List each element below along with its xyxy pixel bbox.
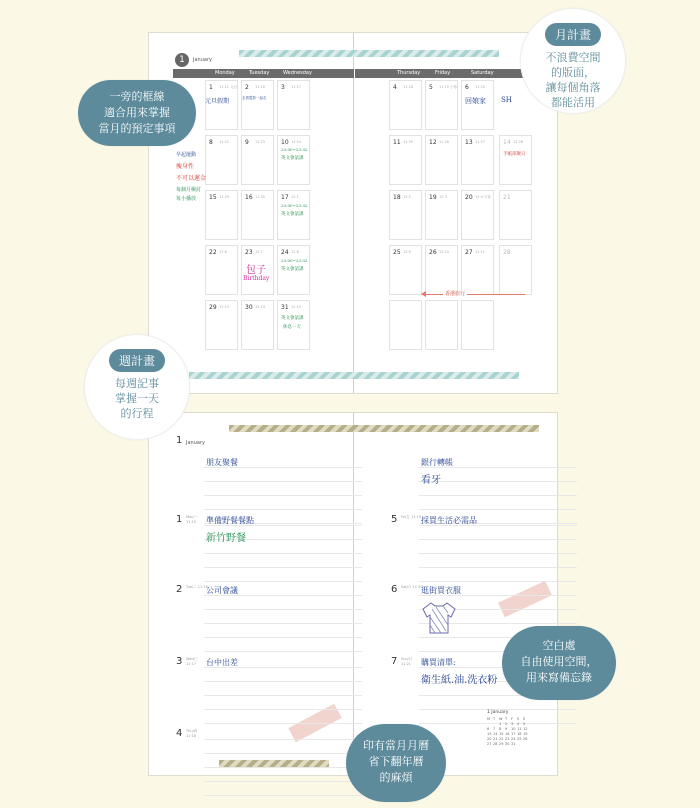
washi-tape-bottom <box>219 760 329 767</box>
weekly-handwritten-note: 朋友聚餐 <box>206 458 238 467</box>
mini-calendar-title: 1 January <box>487 710 509 715</box>
mini-calendar-day: 20 <box>487 737 492 741</box>
mini-calendar-day: 3 <box>511 722 514 726</box>
note-jan10-class: 英文會話課 <box>281 156 304 161</box>
day-number: 11 <box>393 139 401 146</box>
ruled-line <box>204 581 362 582</box>
callout-monthly-line: 都能活用 <box>551 96 595 109</box>
weekly-month-name: January <box>186 440 205 446</box>
mini-calendar-day: 27 <box>487 742 492 746</box>
weekly-month-number: 1 <box>176 435 183 446</box>
day-number: 23 <box>245 249 253 256</box>
ruled-line <box>204 739 362 740</box>
lunar-date: 11·19 小寒 <box>439 85 458 89</box>
weekday-tuesday: Tuesday <box>249 70 270 76</box>
callout-weekly-plan <box>84 334 190 440</box>
day-number: 13 <box>465 139 473 146</box>
weekly-day-number: 4 <box>176 728 183 739</box>
weekday-header-right <box>355 69 533 78</box>
weekly-day-label: Sat/六 11·20 <box>401 585 423 589</box>
day-number: 6 <box>465 84 469 91</box>
mini-calendar-day: 7 <box>493 727 496 731</box>
calendar-day-cell[interactable] <box>461 190 494 240</box>
day-number: 21 <box>503 194 511 201</box>
weekly-handwritten-note: 公司會議 <box>206 586 238 595</box>
lunar-date: 12·11 <box>475 250 486 254</box>
note-jan1: 元旦假期 <box>205 98 230 105</box>
ruled-line <box>419 495 577 496</box>
lunar-date: 12·14 <box>255 305 266 309</box>
margin-note-3: 不可以遲金 <box>176 175 207 182</box>
margin-note-1: 早起運動 <box>176 152 197 158</box>
calendar-day-cell[interactable] <box>205 300 238 350</box>
calendar-day-cell[interactable] <box>425 300 458 350</box>
callout-monthly-title: 月計畫 <box>545 23 601 46</box>
mini-calendar-day: 28 <box>493 742 498 746</box>
weekly-handwritten-note: 新竹野餐 <box>206 533 246 544</box>
lunar-date: 11·23 <box>255 140 266 144</box>
ruled-line <box>204 623 362 624</box>
day-number: 10 <box>281 139 289 146</box>
day-number: 18 <box>393 194 401 201</box>
lunar-date: 12·28 <box>513 140 524 144</box>
lunar-date: 11·27 <box>475 140 486 144</box>
lunar-date: 11·24 <box>291 140 302 144</box>
callout-weekly-line: 的行程 <box>120 407 154 420</box>
weekly-day-label: Thu/四 11·18 <box>186 729 198 738</box>
weekday-friday: Friday <box>435 70 451 76</box>
day-number: 15 <box>209 194 217 201</box>
ruled-line <box>204 553 362 554</box>
day-number: 28 <box>503 249 511 256</box>
lunar-date: 11·26 <box>439 140 450 144</box>
ruled-line <box>419 509 577 510</box>
weekday-saturday: Saturday <box>471 70 494 76</box>
weekly-handwritten-note: 準備野餐餐點 <box>206 516 254 525</box>
mini-calendar-day: 22 <box>499 737 504 741</box>
note-jan2: 去看電影一起走 <box>242 96 267 100</box>
mini-calendar-weekday: S <box>523 717 526 721</box>
lunar-date: 11·20 <box>475 85 486 89</box>
ruled-line <box>419 539 577 540</box>
mini-calendar-day: 4 <box>517 722 520 726</box>
callout-mini-calendar <box>346 724 446 802</box>
callout-frame-line: 當月的預定事項 <box>98 122 176 135</box>
mini-calendar-day: 29 <box>499 742 504 746</box>
callout-blank-space <box>502 626 616 700</box>
weekday-header-left <box>173 69 354 78</box>
mini-calendar-day: 12 <box>523 727 528 731</box>
ruled-line <box>204 723 362 724</box>
note-jan17-time: 23:00~23:32 <box>281 203 308 208</box>
lunar-date: 11·17 <box>291 85 302 89</box>
day-number: 26 <box>429 249 437 256</box>
month-number-badge: 1 <box>175 53 189 67</box>
lunar-date: 12·1 <box>291 195 299 199</box>
mini-calendar-day: 15 <box>499 732 504 736</box>
ruled-line <box>419 567 577 568</box>
day-number: 19 <box>429 194 437 201</box>
weekly-handwritten-note: 逛街買衣服 <box>421 586 461 595</box>
mini-calendar-day: 30 <box>505 742 510 746</box>
weekly-planner-spread <box>148 412 558 776</box>
ruled-line <box>204 709 362 710</box>
note-jan23-name: 包子 <box>246 265 266 276</box>
mini-calendar-weekday: T <box>505 717 508 721</box>
calendar-day-cell[interactable] <box>277 80 310 130</box>
day-number: 24 <box>281 249 289 256</box>
lunar-date: 12·9 <box>403 250 411 254</box>
note-jan6b: SH <box>501 96 512 104</box>
calendar-day-cell[interactable] <box>241 80 274 130</box>
margin-note-2: 瘦身性 <box>176 163 195 170</box>
calendar-day-cell[interactable] <box>499 135 532 185</box>
weekly-handwritten-note: 看牙 <box>421 475 441 486</box>
lunar-date: 11·16 <box>255 85 266 89</box>
month-name: January <box>193 57 212 63</box>
lunar-date: 11·22 <box>219 140 230 144</box>
mini-calendar-day: 1 <box>499 722 502 726</box>
calendar-day-cell[interactable] <box>461 135 494 185</box>
ruled-line <box>204 753 362 754</box>
mini-calendar-day: 5 <box>523 722 526 726</box>
washi-tape-bottom <box>189 372 519 379</box>
note-jan24-class: 英文會話課 <box>281 267 304 272</box>
callout-monthly-line: 的版面， <box>551 66 595 79</box>
mini-month-calendar <box>487 710 529 747</box>
mini-calendar-day: 21 <box>493 737 498 741</box>
day-number: 2 <box>245 84 249 91</box>
calendar-day-cell[interactable] <box>499 245 532 295</box>
day-number: 30 <box>245 304 253 311</box>
weekly-day-number: 6 <box>391 584 398 595</box>
margin-note-5: 每小播放 <box>176 196 197 202</box>
ruled-line <box>204 651 362 652</box>
shirt-icon <box>419 601 459 639</box>
lunar-date: 11·18 <box>403 85 414 89</box>
note-jan24-time: 23:00~23:32 <box>281 258 308 263</box>
day-number: 25 <box>393 249 401 256</box>
weekday-thursday: Thursday <box>397 70 421 76</box>
day-number: 1 <box>209 84 213 91</box>
note-jan10-time: 23:00~23:32 <box>281 147 308 152</box>
ruled-line <box>204 481 362 482</box>
day-number: 12 <box>429 139 437 146</box>
trip-arrow-head <box>421 291 426 297</box>
callout-blank-line: 自由使用空間， <box>520 655 598 668</box>
note-jan6: 回娘家 <box>465 97 486 105</box>
calendar-day-cell[interactable] <box>461 245 494 295</box>
mini-calendar-day: 11 <box>517 727 522 731</box>
calendar-day-cell[interactable] <box>461 300 494 350</box>
mini-calendar-weekday: S <box>517 717 520 721</box>
calendar-day-cell[interactable] <box>425 190 458 240</box>
callout-weekly-line: 每週記事 <box>115 377 159 390</box>
callout-monthly-plan <box>520 8 626 114</box>
calendar-day-cell[interactable] <box>425 80 458 130</box>
calendar-day-cell[interactable] <box>205 135 238 185</box>
lunar-date: 12·6 <box>219 250 227 254</box>
calendar-day-cell[interactable] <box>499 190 532 240</box>
day-number: 5 <box>429 84 433 91</box>
callout-frame-line: 一旁的框線 <box>109 90 165 103</box>
ruled-line <box>204 637 362 638</box>
note-jan14: 手帳部聚日 <box>503 152 526 157</box>
note-jan23-birthday: Birthday <box>243 275 270 282</box>
note-jan31-rest: 休息一天 <box>283 325 301 330</box>
monthly-planner-spread <box>148 32 558 394</box>
mini-calendar-day: 13 <box>487 732 492 736</box>
day-number: 20 <box>465 194 473 201</box>
day-number: 14 <box>503 139 511 146</box>
callout-frame-line: 適合用來掌握 <box>104 106 170 119</box>
weekly-handwritten-note: 採買生活必需品 <box>421 516 477 525</box>
lunar-date: 12·3 <box>439 195 447 199</box>
washi-tape-top <box>239 50 499 57</box>
mini-calendar-weekday: W <box>499 717 503 721</box>
weekly-day-label: Fri/五 11·19 <box>401 515 421 519</box>
day-number: 8 <box>209 139 213 146</box>
calendar-day-cell[interactable] <box>205 190 238 240</box>
calendar-day-cell[interactable] <box>389 245 422 295</box>
weekly-day-label: Tue/二 11·16 <box>186 585 208 589</box>
ruled-line <box>204 695 362 696</box>
weekly-handwritten-note: 銀行轉帳 <box>421 458 453 467</box>
day-number: 22 <box>209 249 217 256</box>
weekly-handwritten-note: 衛生紙.油.洗衣粉 <box>421 675 498 686</box>
calendar-day-cell[interactable] <box>425 245 458 295</box>
mini-calendar-weekday: M <box>487 717 491 721</box>
lunar-date: 12·10 <box>439 250 450 254</box>
lunar-date: 12·7 <box>255 250 263 254</box>
callout-weekly-title: 週計畫 <box>109 349 165 372</box>
day-number: 3 <box>281 84 285 91</box>
calendar-day-cell[interactable] <box>389 190 422 240</box>
note-jan31-class: 英文會話課 <box>281 316 304 321</box>
mini-calendar-day: 31 <box>511 742 516 746</box>
weekly-day-number: 2 <box>176 584 183 595</box>
mini-calendar-day: 10 <box>511 727 516 731</box>
lunar-date: 12·8 <box>291 250 299 254</box>
mini-calendar-day: 16 <box>505 732 510 736</box>
mini-calendar-day: 2 <box>505 722 508 726</box>
washi-tape-pink-right <box>498 581 552 617</box>
weekly-day-number: 5 <box>391 514 398 525</box>
ruled-line <box>204 509 362 510</box>
calendar-day-cell[interactable] <box>241 135 274 185</box>
lunar-date: 11·25 <box>403 140 414 144</box>
calendar-day-cell[interactable] <box>389 80 422 130</box>
mini-calendar-day: 8 <box>499 727 502 731</box>
mini-calendar-day: 23 <box>505 737 510 741</box>
ruled-line <box>204 681 362 682</box>
monthly-spine <box>353 33 354 393</box>
day-number: 27 <box>465 249 473 256</box>
weekly-handwritten-note: 台中出差 <box>206 658 238 667</box>
note-jan17-class: 英文會話課 <box>281 212 304 217</box>
callout-blank-line: 空白處 <box>542 639 576 652</box>
ruled-line <box>204 767 362 768</box>
day-number: 4 <box>393 84 397 91</box>
weekly-day-label: Wed/三 11·17 <box>186 657 199 666</box>
lunar-date: 12·4 大寒 <box>475 195 491 199</box>
day-number: 31 <box>281 304 289 311</box>
calendar-day-cell[interactable] <box>241 190 274 240</box>
weekly-day-number: 1 <box>176 514 183 525</box>
ruled-line <box>204 609 362 610</box>
ruled-line <box>204 495 362 496</box>
lunar-date: 11·29 <box>219 195 230 199</box>
callout-weekly-line: 掌握一天 <box>115 392 159 405</box>
day-number: 16 <box>245 194 253 201</box>
mini-calendar-day: 26 <box>523 737 528 741</box>
callout-calendar-line: 印有當月月曆 <box>363 739 429 752</box>
weekly-day-number: 3 <box>176 656 183 667</box>
lunar-date: 12·15 <box>291 305 302 309</box>
mini-calendar-day: 17 <box>511 732 516 736</box>
lunar-date: 11·11 元旦 <box>219 85 238 89</box>
mini-calendar-day <box>523 742 529 746</box>
weekly-day-label: Mon/一 11·15 <box>186 515 199 524</box>
weekly-day-number: 7 <box>391 656 398 667</box>
callout-monthly-line: 讓每個角落 <box>545 81 601 94</box>
ruled-line <box>419 581 577 582</box>
ruled-line <box>419 553 577 554</box>
lunar-date: 12·2 <box>403 195 411 199</box>
washi-tape-top <box>229 425 539 432</box>
mini-calendar-day: 18 <box>517 732 522 736</box>
ruled-line <box>204 781 362 782</box>
day-number: 29 <box>209 304 217 311</box>
lunar-date: 11·30 <box>255 195 266 199</box>
callout-calendar-line: 省下翻年曆 <box>368 755 424 768</box>
calendar-day-cell[interactable] <box>205 245 238 295</box>
calendar-day-cell[interactable] <box>425 135 458 185</box>
mini-calendar-weekday: F <box>511 717 514 721</box>
callout-calendar-line: 的麻煩 <box>379 771 413 784</box>
lunar-date: 12·13 <box>219 305 230 309</box>
weekday-wednesday: Wednesday <box>283 70 312 76</box>
trip-arrow-line <box>425 294 525 295</box>
note-trip: 香港旅行 <box>445 291 466 297</box>
mini-calendar-day: 19 <box>523 732 528 736</box>
weekly-day-label: Sun/日 11·21 <box>401 657 413 666</box>
callout-blank-line: 用來寫備忘錄 <box>526 671 592 684</box>
weekday-monday: Monday <box>215 70 235 76</box>
margin-note-4: 每個月檢討 <box>176 187 202 193</box>
day-number: 17 <box>281 194 289 201</box>
callout-frame-lines <box>78 80 196 146</box>
calendar-day-cell[interactable] <box>389 300 422 350</box>
day-number: 9 <box>245 139 249 146</box>
calendar-day-cell[interactable] <box>205 80 238 130</box>
ruled-line <box>419 481 577 482</box>
ruled-line <box>204 567 362 568</box>
calendar-day-cell[interactable] <box>389 135 422 185</box>
mini-calendar-day: 14 <box>493 732 498 736</box>
mini-calendar-day: 6 <box>487 727 490 731</box>
ruled-line <box>204 795 362 796</box>
calendar-day-cell[interactable] <box>241 300 274 350</box>
mini-calendar-day: 9 <box>505 727 508 731</box>
mini-calendar-day: 24 <box>511 737 516 741</box>
mini-calendar-weekday: T <box>493 717 496 721</box>
mini-calendar-day: 25 <box>517 737 522 741</box>
callout-monthly-line: 不浪費空間 <box>545 51 601 64</box>
weekly-handwritten-note: 購買清單: <box>421 658 456 667</box>
